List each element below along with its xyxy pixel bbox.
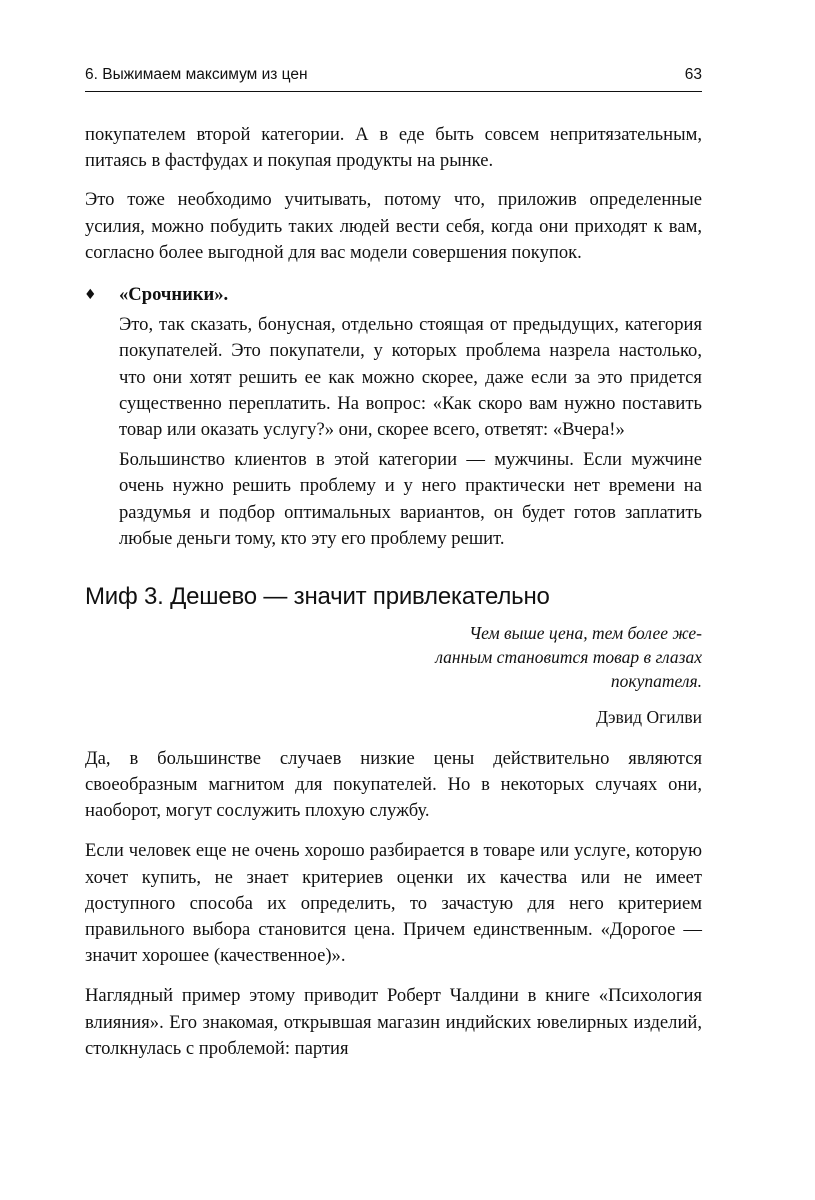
bullet-item-urgent-buyers bbox=[85, 282, 702, 552]
paragraph: Наглядный пример этому приводит Роберт Чалдини в книге «Психология влияния». Его знакомая, открывшая магазин индийских ювелирных изделий, столкнулась с проблемой: партия bbox=[85, 985, 702, 1059]
bullet-title: «Срочники». bbox=[119, 284, 229, 306]
paragraph: Это тоже необходимо учитывать, потому что, приложив определенные усилия, можно побудить таких людей вести себя, когда они приходят к вам, согласно более выгодной для вас модели совершения покупок. bbox=[85, 189, 702, 263]
chapter-title: 6. Выжимаем максимум из цен bbox=[85, 66, 308, 83]
epigraph-quote: Чем выше цена, тем более желанным становится товар в глазах покупателя. bbox=[435, 623, 702, 692]
paragraph: Да, в большинстве случаев низкие цены действительно являются своеобразным магнитом для покупателей. Но в некоторых случаях они, наоборот, могут сослужить плохую службу. bbox=[85, 747, 702, 822]
page-body bbox=[85, 122, 702, 1062]
epigraph-author: Дэвид Огилви bbox=[596, 706, 702, 727]
header-rule bbox=[85, 91, 702, 92]
book-page bbox=[85, 0, 702, 1200]
paragraph: Если человек еще не очень хорошо разбирается в товаре или услуге, которую хочет купить, не знает критериев оценки их качества или не имеет доступного способа их определить, то зачастую для него критерием правильного выбора становится цена. Причем единственным. «Дорогое — значит хорошее (качественное)». bbox=[85, 840, 702, 967]
page-number: 63 bbox=[684, 66, 702, 83]
running-header bbox=[85, 66, 702, 90]
bullet-paragraph: Большинство клиентов в этой категории — мужчины. Если мужчине очень нужно решить проблему и у него практически нет времени на раздумья и подбор оптимальных вариантов, он будет готов заплатить любые деньги тому, кто эту его проблему решит. bbox=[119, 449, 702, 549]
paragraph-continuation: покупателем второй категории. А в еде быть совсем непритязательным, питаясь в фастфудах и покупая продукты на рынке. bbox=[85, 124, 702, 172]
diamond-bullet-icon: ♦ bbox=[84, 287, 97, 304]
section-heading: Миф 3. Дешево — значит привлекательно bbox=[85, 583, 550, 611]
bullet-paragraph: Это, так сказать, бонусная, отдельно стоящая от предыдущих, категория покупателей. Это покупатели, у которых проблема назрела настолько, что они хотят решить ее как можно скорее, даже если за это придется существенно переплатить. На вопрос: «Как скоро вам нужно поставить товар или оказать услугу?» они, скорее всего, ответят: «Вчера!» bbox=[119, 314, 702, 441]
